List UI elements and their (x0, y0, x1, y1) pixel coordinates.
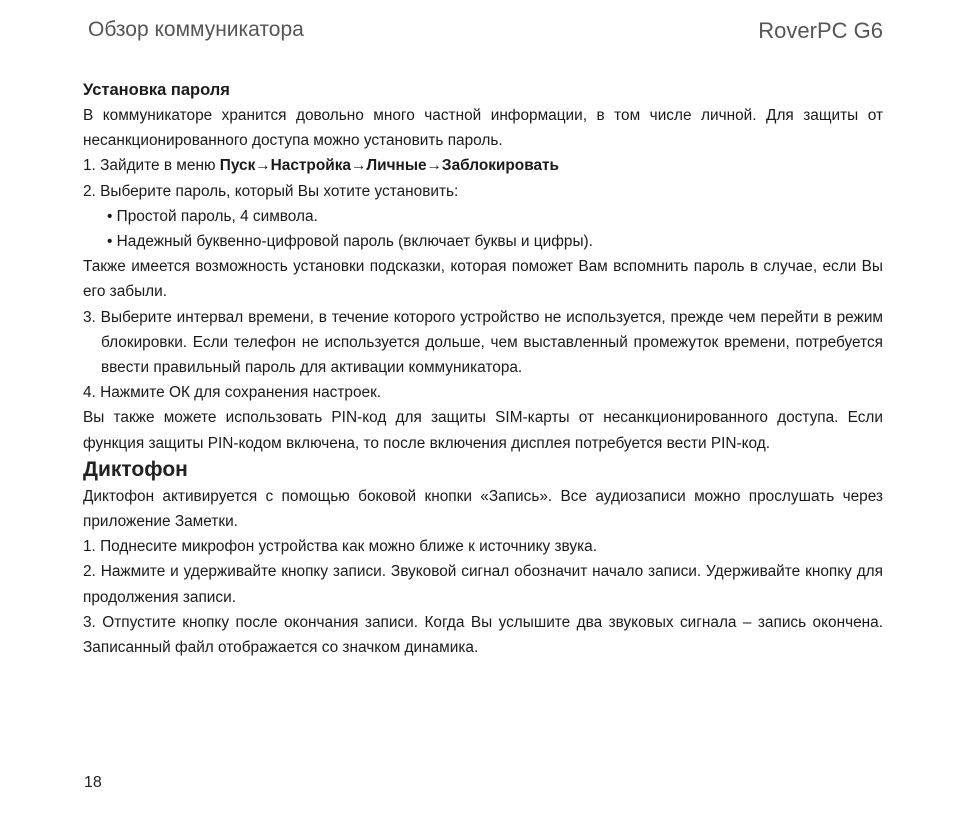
section-title-password: Установка пароля (83, 81, 230, 99)
password-hint: Также имеется возможность установки подсказки, которая поможет Вам вспомнить пароль в случае, если Вы его забыли. (83, 258, 883, 301)
page-number: 18 (84, 774, 102, 791)
running-header-section: Обзор коммуникатора (88, 18, 304, 41)
password-option-strong: • Надежный буквенно-цифровой пароль (включает буквы и цифры). (107, 233, 593, 251)
running-header-product: RoverPC G6 (758, 18, 883, 43)
section-title-recorder: Диктофон (83, 457, 188, 481)
password-step-1 (83, 153, 883, 178)
pin-paragraph: Вы также можете использовать PIN-код для защиты SIM-карты от несанкционированного доступа. Если функция защиты PIN-кодом включена, то после включения дисплея потребуется вести PIN-код. (83, 409, 883, 452)
recorder-step-2: 2. Нажмите и удерживайте кнопку записи. Звуковой сигнал обозначит начало записи. Удерживайте кнопку для продолжения записи. (83, 563, 883, 606)
recorder-step-3: 3. Отпустите кнопку после окончания записи. Когда Вы услышите два звуковых сигнала – запись окончена. Записанный файл отображается со значком динамика. (83, 613, 883, 657)
password-intro: В коммуникаторе хранится довольно много частной информации, в том числе личной. Для защиты от несанкционированного доступа можно установить пароль. (83, 107, 883, 150)
password-step-2: 2. Выберите пароль, который Вы хотите установить: (83, 182, 459, 200)
recorder-step-1: 1. Поднесите микрофон устройства как можно ближе к источнику звука. (83, 538, 597, 556)
password-step-4: 4. Нажмите ОК для сохранения настроек. (83, 384, 382, 402)
page-content (83, 78, 883, 660)
password-step-1-prefix: 1. Зайдите в меню (83, 157, 220, 175)
menu-path: Пуск→Настройка→Личные→Заблокировать (219, 157, 560, 175)
password-step-3: 3. Выберите интервал времени, в течение которого устройство не используется, прежде чем перейти в режим блокировки. Если телефон не используется дольше, чем выставленный промежуток времени, потребуется ввести правильный пароль для активации коммуникатора. (83, 308, 883, 377)
recorder-intro: Диктофон активируется с помощью боковой кнопки «Запись». Все аудиозаписи можно прослушать через приложение Заметки. (83, 487, 883, 531)
password-option-simple: • Простой пароль, 4 символа. (107, 207, 318, 225)
